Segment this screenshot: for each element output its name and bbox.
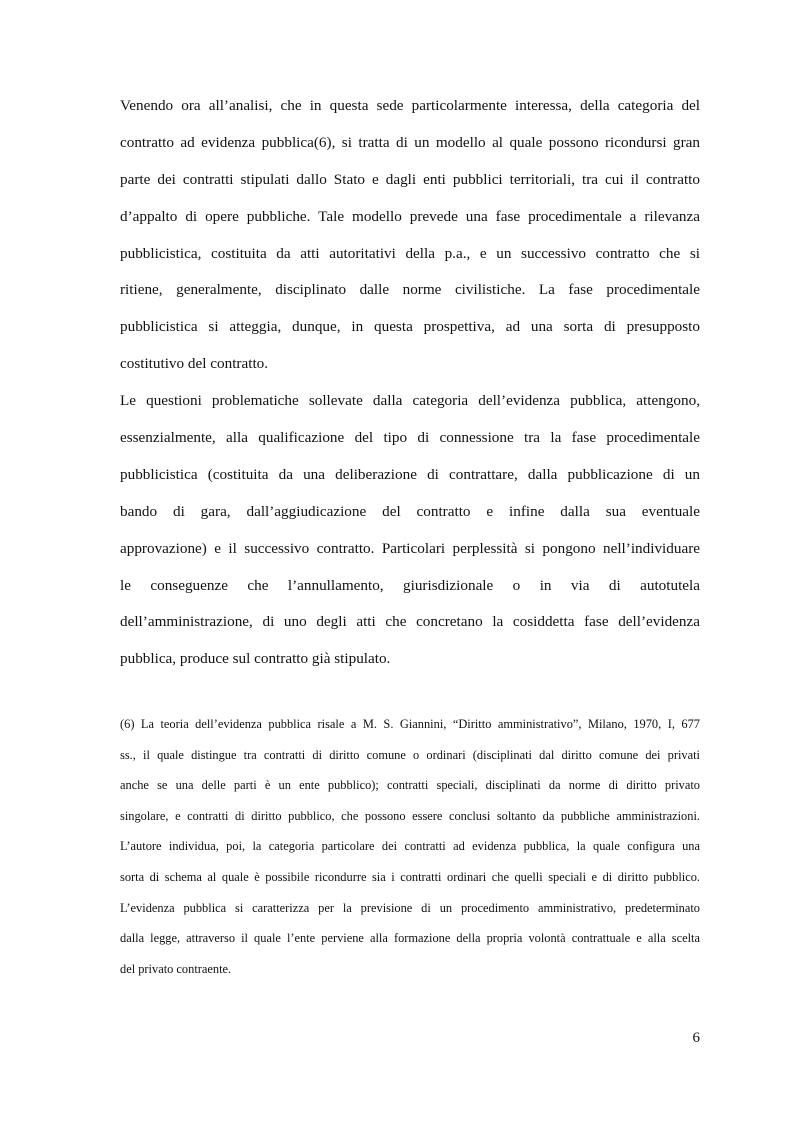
body-line: Venendo ora all’analisi, che in questa sede particolarmente interessa, della categoria del: [120, 97, 700, 114]
body-line: le conseguenze che l’annullamento, giurisdizionale o in via di autotutela: [120, 576, 700, 594]
body-line: bando di gara, dall’aggiudicazione del contratto e infine dalla sua eventuale: [120, 502, 700, 520]
footnote-line: dalla legge, attraverso il quale l’ente perviene alla formazione della propria volontà contrattuale e alla scelta: [120, 931, 700, 946]
body-line: approvazione) e il successivo contratto. Particolari perplessità si pongono nell’individuare: [120, 539, 700, 557]
body-line: ritiene, generalmente, disciplinato dalle norme civilistiche. La fase procedimentale: [120, 281, 700, 299]
body-line: dell’amministrazione, di uno degli atti che concretano la cosiddetta fase dell’evidenza: [120, 613, 700, 631]
footnote-line: ss., il quale distingue tra contratti di diritto comune o ordinari (disciplinati dal diritto comune dei privati: [120, 747, 700, 762]
footnote-line: anche se una delle parti è un ente pubblico); contratti speciali, disciplinati da norme di diritto privato: [120, 778, 700, 793]
footnote-line: L’evidenza pubblica si caratterizza per la previsione di un procedimento amministrativo, predeterminato: [120, 900, 700, 915]
body-line: pubblicistica, costituita da atti autoritativi della p.a., e un successivo contratto che si: [120, 244, 700, 262]
page-number: 6: [692, 1030, 700, 1046]
footnote-line: sorta di schema al quale è possibile ricondurre sia i contratti ordinari che quelli speciali e di diritto pubblico.: [120, 869, 700, 884]
footnote-line: del privato contraente.: [120, 961, 232, 976]
body-line: costitutivo del contratto.: [120, 355, 269, 373]
footnote-line: L’autore individua, poi, la categoria particolare dei contratti ad evidenza pubblica, la quale configura una: [120, 839, 700, 854]
body-text: [120, 88, 700, 678]
body-line: Le questioni problematiche sollevate dalla categoria dell’evidenza pubblica, attengono,: [120, 392, 700, 410]
footnote: [120, 709, 700, 984]
footnote-line: singolare, e contratti di diritto pubblico, che possono essere conclusi soltanto da pubbliche amministrazioni.: [120, 808, 700, 823]
body-line: pubblicistica si atteggia, dunque, in questa prospettiva, ad una sorta di presupposto: [120, 318, 700, 336]
body-line: pubblica, produce sul contratto già stipulato.: [120, 650, 391, 668]
body-line: contratto ad evidenza pubblica(6), si tratta di un modello al quale possono ricondursi gran: [120, 133, 700, 151]
body-line: pubblicistica (costituita da una deliberazione di contrattare, dalla pubblicazione di un: [120, 465, 700, 483]
body-line: parte dei contratti stipulati dallo Stato e dagli enti pubblici territoriali, tra cui il contratto: [120, 170, 700, 188]
body-line: essenzialmente, alla qualificazione del tipo di connessione tra la fase procedimentale: [120, 429, 700, 447]
footnote-line: (6) La teoria dell’evidenza pubblica risale a M. S. Giannini, “Diritto amministrativo”, Milano, 1970, I, 677: [120, 717, 700, 731]
body-line: d’appalto di opere pubbliche. Tale modello prevede una fase procedimentale a rilevanza: [120, 207, 700, 225]
